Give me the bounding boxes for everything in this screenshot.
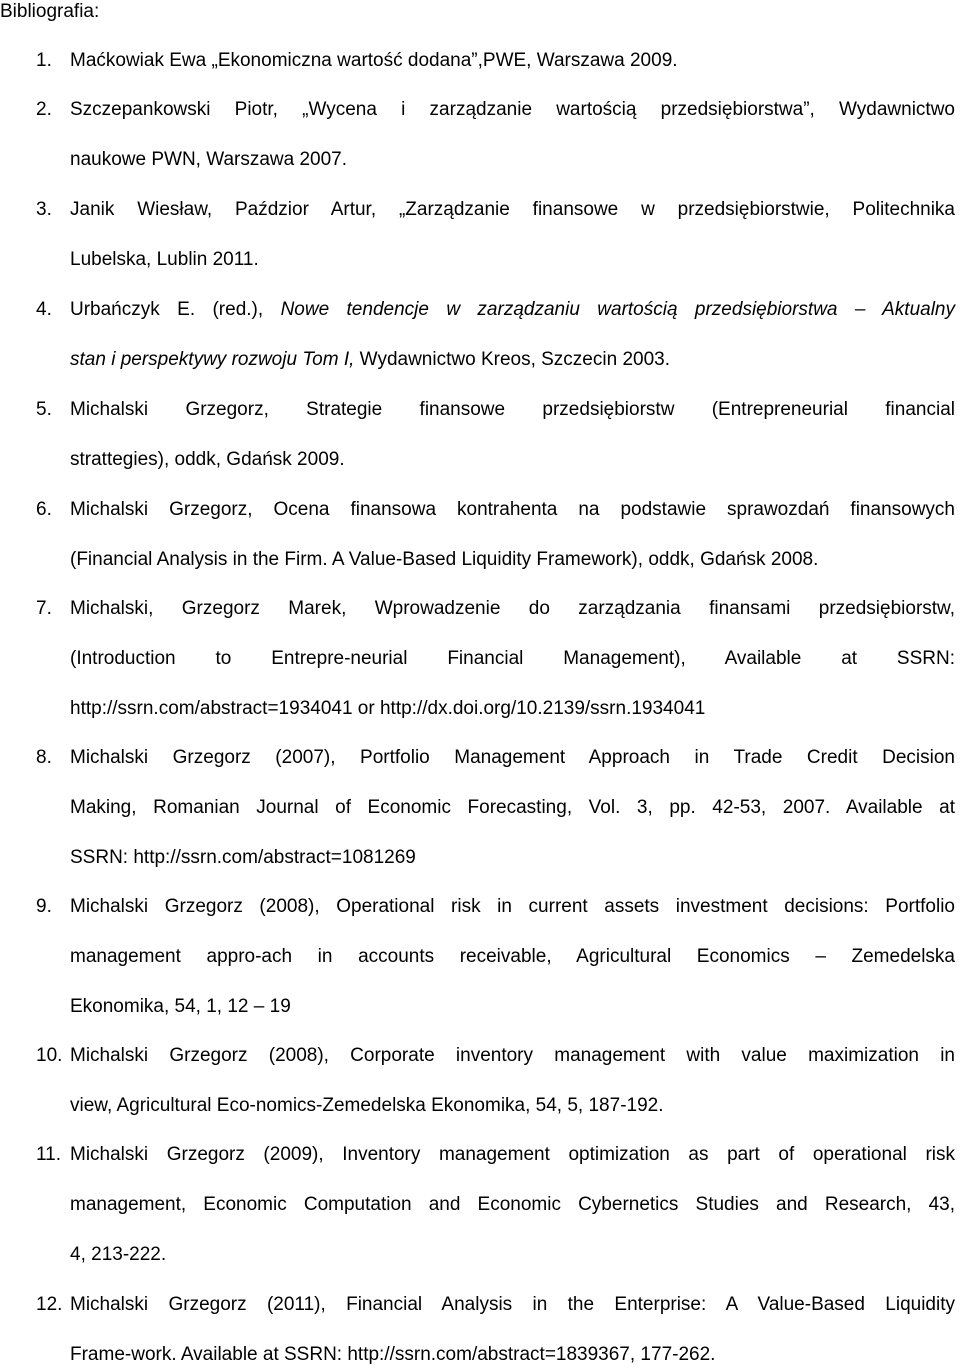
reference-line: Michalski Grzegorz (2011), Financial Analysis in the Enterprise: A Value-Based Liquidity bbox=[70, 1294, 955, 1315]
reference-number: 11. bbox=[36, 1144, 62, 1165]
reference-line: strattegies), oddk, Gdańsk 2009. bbox=[70, 449, 345, 470]
reference-line: Lubelska, Lublin 2011. bbox=[70, 249, 259, 270]
reference-line: Michalski Grzegorz, Ocena finansowa kontrahenta na podstawie sprawozdań finansowych bbox=[70, 499, 955, 520]
reference-line: SSRN: http://ssrn.com/abstract=1081269 bbox=[70, 847, 416, 868]
reference-line: Maćkowiak Ewa „Ekonomiczna wartość dodana”,PWE, Warszawa 2009. bbox=[70, 50, 678, 71]
reference-line: Michalski Grzegorz (2009), Inventory management optimization as part of operational risk bbox=[70, 1144, 955, 1165]
reference-line: management appro-ach in accounts receivable, Agricultural Economics – Zemedelska bbox=[70, 946, 955, 967]
bibliography-heading: Bibliografia: bbox=[0, 1, 100, 22]
reference-line: naukowe PWN, Warszawa 2007. bbox=[70, 149, 348, 170]
reference-line: Making, Romanian Journal of Economic Forecasting, Vol. 3, pp. 42-53, 2007. Available at bbox=[70, 797, 955, 818]
reference-line bbox=[70, 298, 955, 322]
reference-number: 3. bbox=[36, 199, 52, 220]
reference-number: 6. bbox=[36, 499, 52, 520]
reference-line: (Financial Analysis in the Firm. A Value-Based Liquidity Framework), oddk, Gdańsk 2008. bbox=[70, 549, 819, 570]
reference-line: Frame-work. Available at SSRN: http://ssrn.com/abstract=1839367, 177-262. bbox=[70, 1344, 716, 1365]
reference-line: management, Economic Computation and Economic Cybernetics Studies and Research, 43, bbox=[70, 1194, 955, 1215]
reference-number: 1. bbox=[36, 50, 52, 71]
reference-text: Wydawnictwo Kreos, Szczecin 2003. bbox=[354, 349, 670, 370]
reference-title-italic: stan i perspektywy rozwoju Tom I, bbox=[70, 349, 355, 370]
reference-line: Michalski Grzegorz, Strategie finansowe przedsiębiorstw (Entrepreneurial financial bbox=[70, 399, 955, 420]
reference-line: http://ssrn.com/abstract=1934041 or http://dx.doi.org/10.2139/ssrn.1934041 bbox=[70, 698, 706, 719]
reference-line: Michalski, Grzegorz Marek, Wprowadzenie do zarządzania finansami przedsiębiorstw, bbox=[70, 598, 955, 619]
reference-number: 4. bbox=[36, 299, 52, 320]
reference-line: Janik Wiesław, Paździor Artur, „Zarządzanie finansowe w przedsiębiorstwie, Politechnika bbox=[70, 199, 955, 220]
reference-line: Szczepankowski Piotr, „Wycena i zarządzanie wartością przedsiębiorstwa”, Wydawnictwo bbox=[70, 99, 955, 120]
reference-line: Michalski Grzegorz (2007), Portfolio Management Approach in Trade Credit Decision bbox=[70, 747, 955, 768]
reference-text: Urbańczyk E. (red.), bbox=[70, 299, 281, 320]
reference-number: 8. bbox=[36, 747, 52, 768]
reference-line: Ekonomika, 54, 1, 12 – 19 bbox=[70, 996, 291, 1017]
reference-number: 7. bbox=[36, 598, 52, 619]
reference-line: Michalski Grzegorz (2008), Corporate inventory management with value maximization in bbox=[70, 1045, 955, 1066]
reference-line: Michalski Grzegorz (2008), Operational risk in current assets investment decisions: Portfolio bbox=[70, 896, 955, 917]
reference-number: 5. bbox=[36, 399, 52, 420]
reference-number: 2. bbox=[36, 99, 52, 120]
reference-title-italic: Nowe tendencje w zarządzaniu wartością przedsiębiorstwa – Aktualny bbox=[280, 299, 955, 320]
reference-line: 4, 213-222. bbox=[70, 1244, 167, 1265]
reference-line: (Introduction to Entrepre-neurial Financial Management), Available at SSRN: bbox=[70, 648, 955, 669]
reference-number: 12. bbox=[36, 1294, 63, 1315]
reference-number: 10. bbox=[36, 1045, 63, 1066]
reference-line bbox=[70, 348, 955, 372]
reference-number: 9. bbox=[36, 896, 52, 917]
reference-line: view, Agricultural Eco-nomics-Zemedelska Ekonomika, 54, 5, 187-192. bbox=[70, 1095, 664, 1116]
